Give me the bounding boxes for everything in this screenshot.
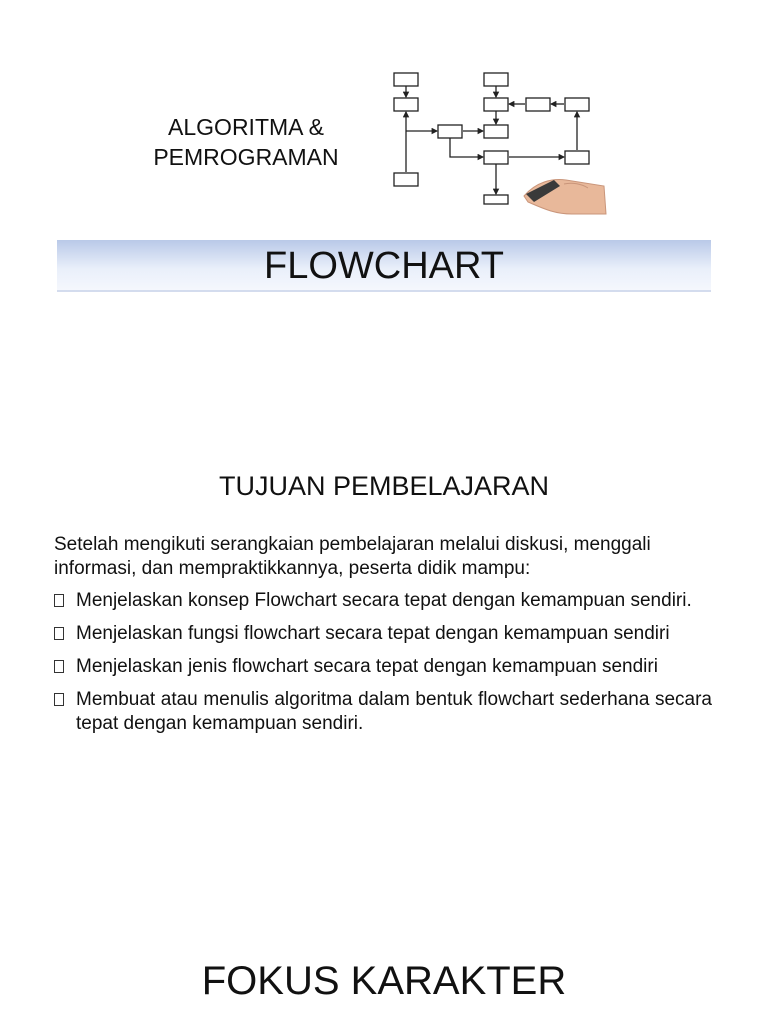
list-item <box>54 622 712 646</box>
subject-title-line-1: ALGORITMA & <box>168 114 324 140</box>
goal-text: Menjelaskan konsep Flowchart secara tepat dengan kemampuan sendiri. <box>76 590 692 611</box>
slide-title: FLOWCHART <box>264 245 504 287</box>
goal-text: Menjelaskan fungsi flowchart secara tepat dengan kemampuan sendiri <box>76 623 670 644</box>
list-item <box>54 688 712 736</box>
list-item <box>54 655 712 679</box>
bullet-box-icon <box>54 693 64 706</box>
subject-title-line-2: PEMROGRAMAN <box>153 144 339 170</box>
intro-paragraph: Setelah mengikuti serangkaian pembelajaran melalui diskusi, menggali informasi, dan mempraktikkannya, peserta didik mampu: <box>54 534 651 579</box>
goal-text: Menjelaskan jenis flowchart secara tepat dengan kemampuan sendiri <box>76 656 658 677</box>
footer-heading: FOKUS KARAKTER <box>201 959 567 1003</box>
list-item <box>54 589 712 613</box>
flowchart-illustration-icon <box>376 68 608 218</box>
learning-goals-list <box>54 589 712 745</box>
bullet-box-icon <box>54 627 64 640</box>
bullet-box-icon <box>54 660 64 673</box>
subject-title <box>118 112 374 172</box>
bullet-box-icon <box>54 594 64 607</box>
goal-text: Membuat atau menulis algoritma dalam bentuk flowchart sederhana secara tepat dengan kemampuan sendiri. <box>76 689 712 734</box>
section-heading: TUJUAN PEMBELAJARAN <box>218 471 550 501</box>
